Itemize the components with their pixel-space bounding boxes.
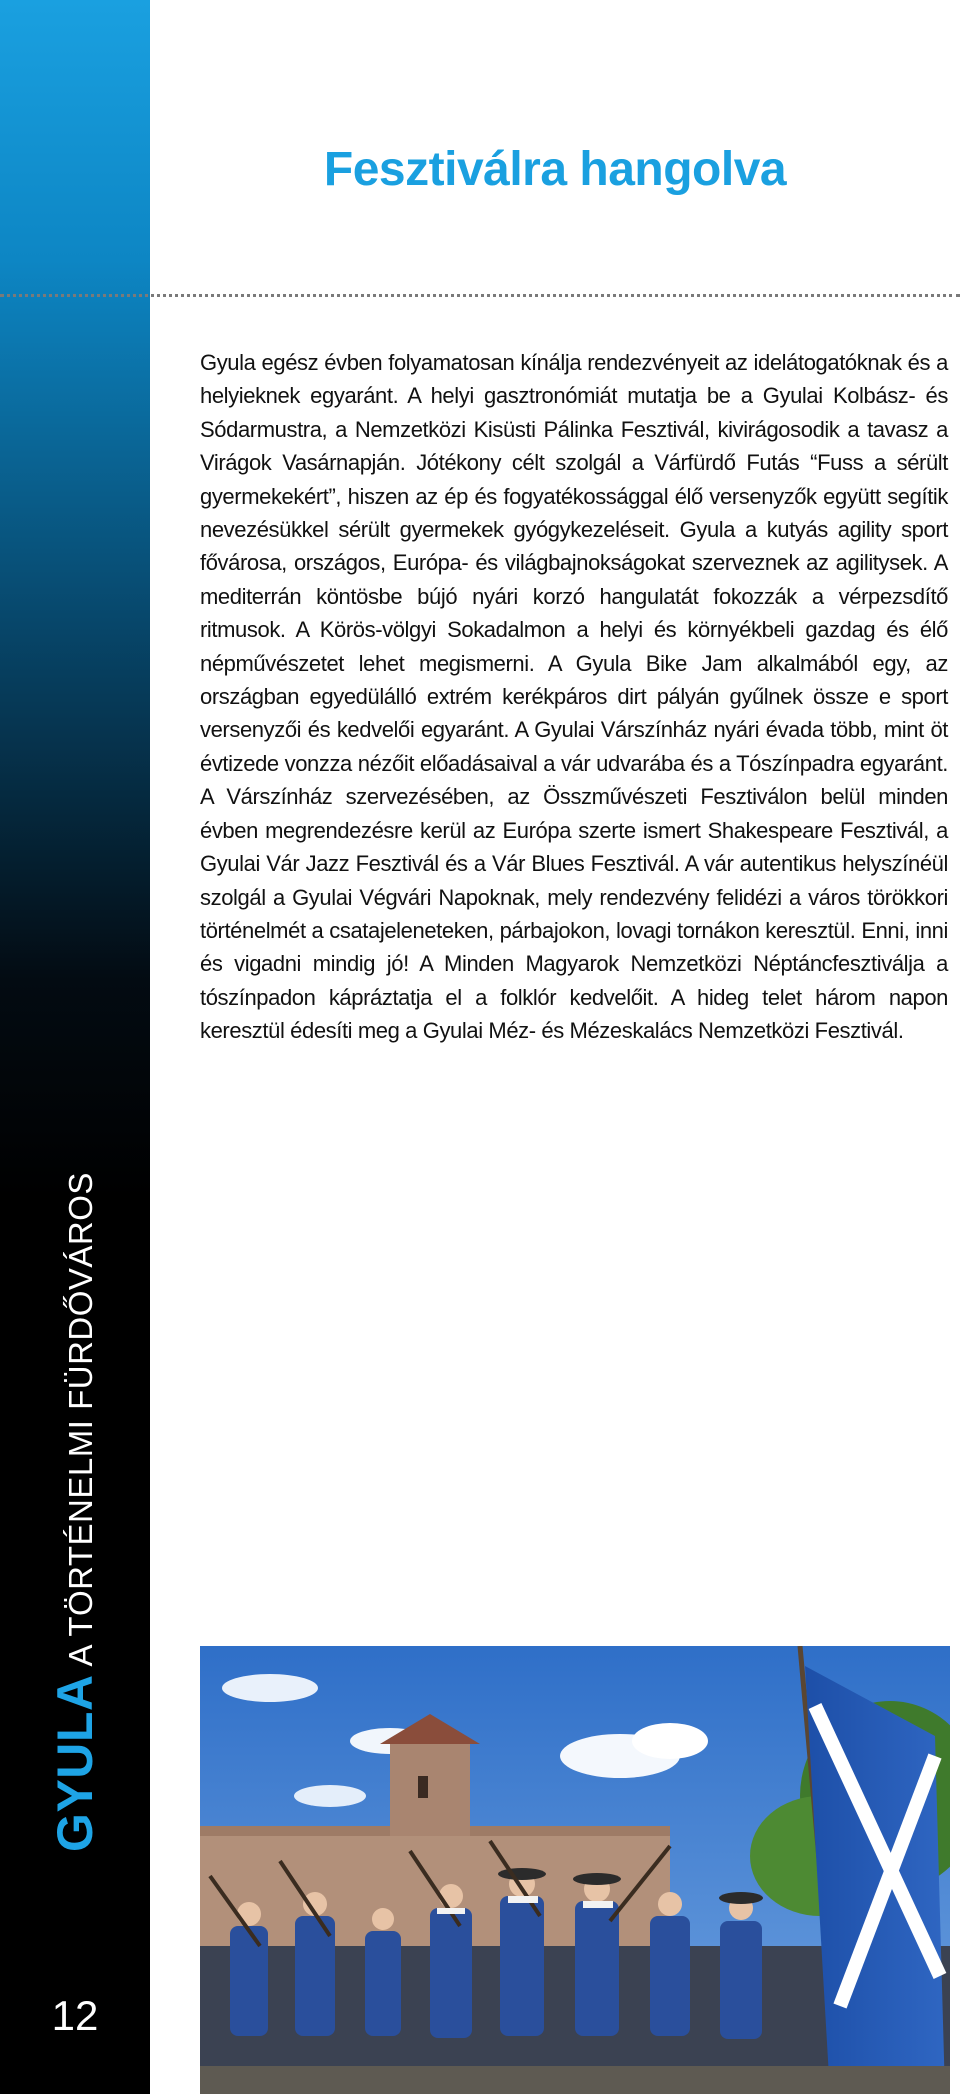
article-body: Gyula egész évben folyamatosan kínálja rendezvényeit az idelátogatóknak és a helyieknek egyaránt. A helyi gasztronómiát mutatja be a Gyulai Kolbász- és Sódarmustra, a Nemzetközi Kisüsti Pálinka Fesztivál, kivirágosodik a tavasz a Virágok Vasárnapján. Jótékony célt szolgál a Várfürdő Futás “Fuss a sérült gyermekekért”, hiszen az ép és fogyatékossággal élő versenyzők együtt segítik nevezésükkel sérült gyermekek gyógykezeléseit. Gyula a kutyás agility sport fővárosa, országos, Európa- és világbajnokságokat szerveznek az agilitysek. A mediterrán köntösbe bújó nyári korzó hangulatát fokozzák a vérpezsdítő ritmusok. A Körös-völgyi Sokadalmon a helyi és környékbeli gazdag és élő népművészetet lehet megismerni. A Gyula Bike Jam alkalmából egy, az országban egyedülálló extrém kerékpáros dirt pályán gyűlnek össze e sport versenyzői és kedvelői egyaránt. A Gyulai Várszínház nyári évada több, mint öt évtizede vonzza nézőit előadásaival a vár udvarába és a Tószínpadra egyaránt. A Várszínház szervezésében, az Összművészeti Fesztiválon belül minden évben megrendezésre kerül az Európa szerte ismert Shakespeare Fesztivál, a Gyulai Vár Jazz Fesztivál és a Vár Blues Fesztivál. A vár autentikus helyszínéül szolgál a Gyulai Végvári Napoknak, mely rendezvény felidézi a város törökkori történelmét a csatajeleneteken, párbajokon, lovagi tornákon keresztül. Enni, inni és vigadni mindig jó! A Minden Magyarok Nemzetközi Néptáncfesztiválja a tószínpadon kápráztatja el a folklór kedvelőit. A hideg telet három napon keresztül édesíti meg a Gyulai Méz- és Mézeskalács Nemzetközi Fesztivál. <box>200 350 948 1044</box>
vertical-title <box>46 1172 104 1852</box>
festival-photo <box>200 1646 950 2094</box>
festival-parade-image <box>200 1646 950 2094</box>
brand-tagline: A TÖRTÉNELMI FÜRDŐVÁROS <box>62 1172 99 1667</box>
page-number: 12 <box>51 1992 99 2039</box>
dotted-divider <box>0 294 960 297</box>
page-title: Fesztiválra hangolva <box>323 143 787 196</box>
brand-name: GYULA <box>47 1674 103 1852</box>
sidebar <box>0 0 150 2094</box>
